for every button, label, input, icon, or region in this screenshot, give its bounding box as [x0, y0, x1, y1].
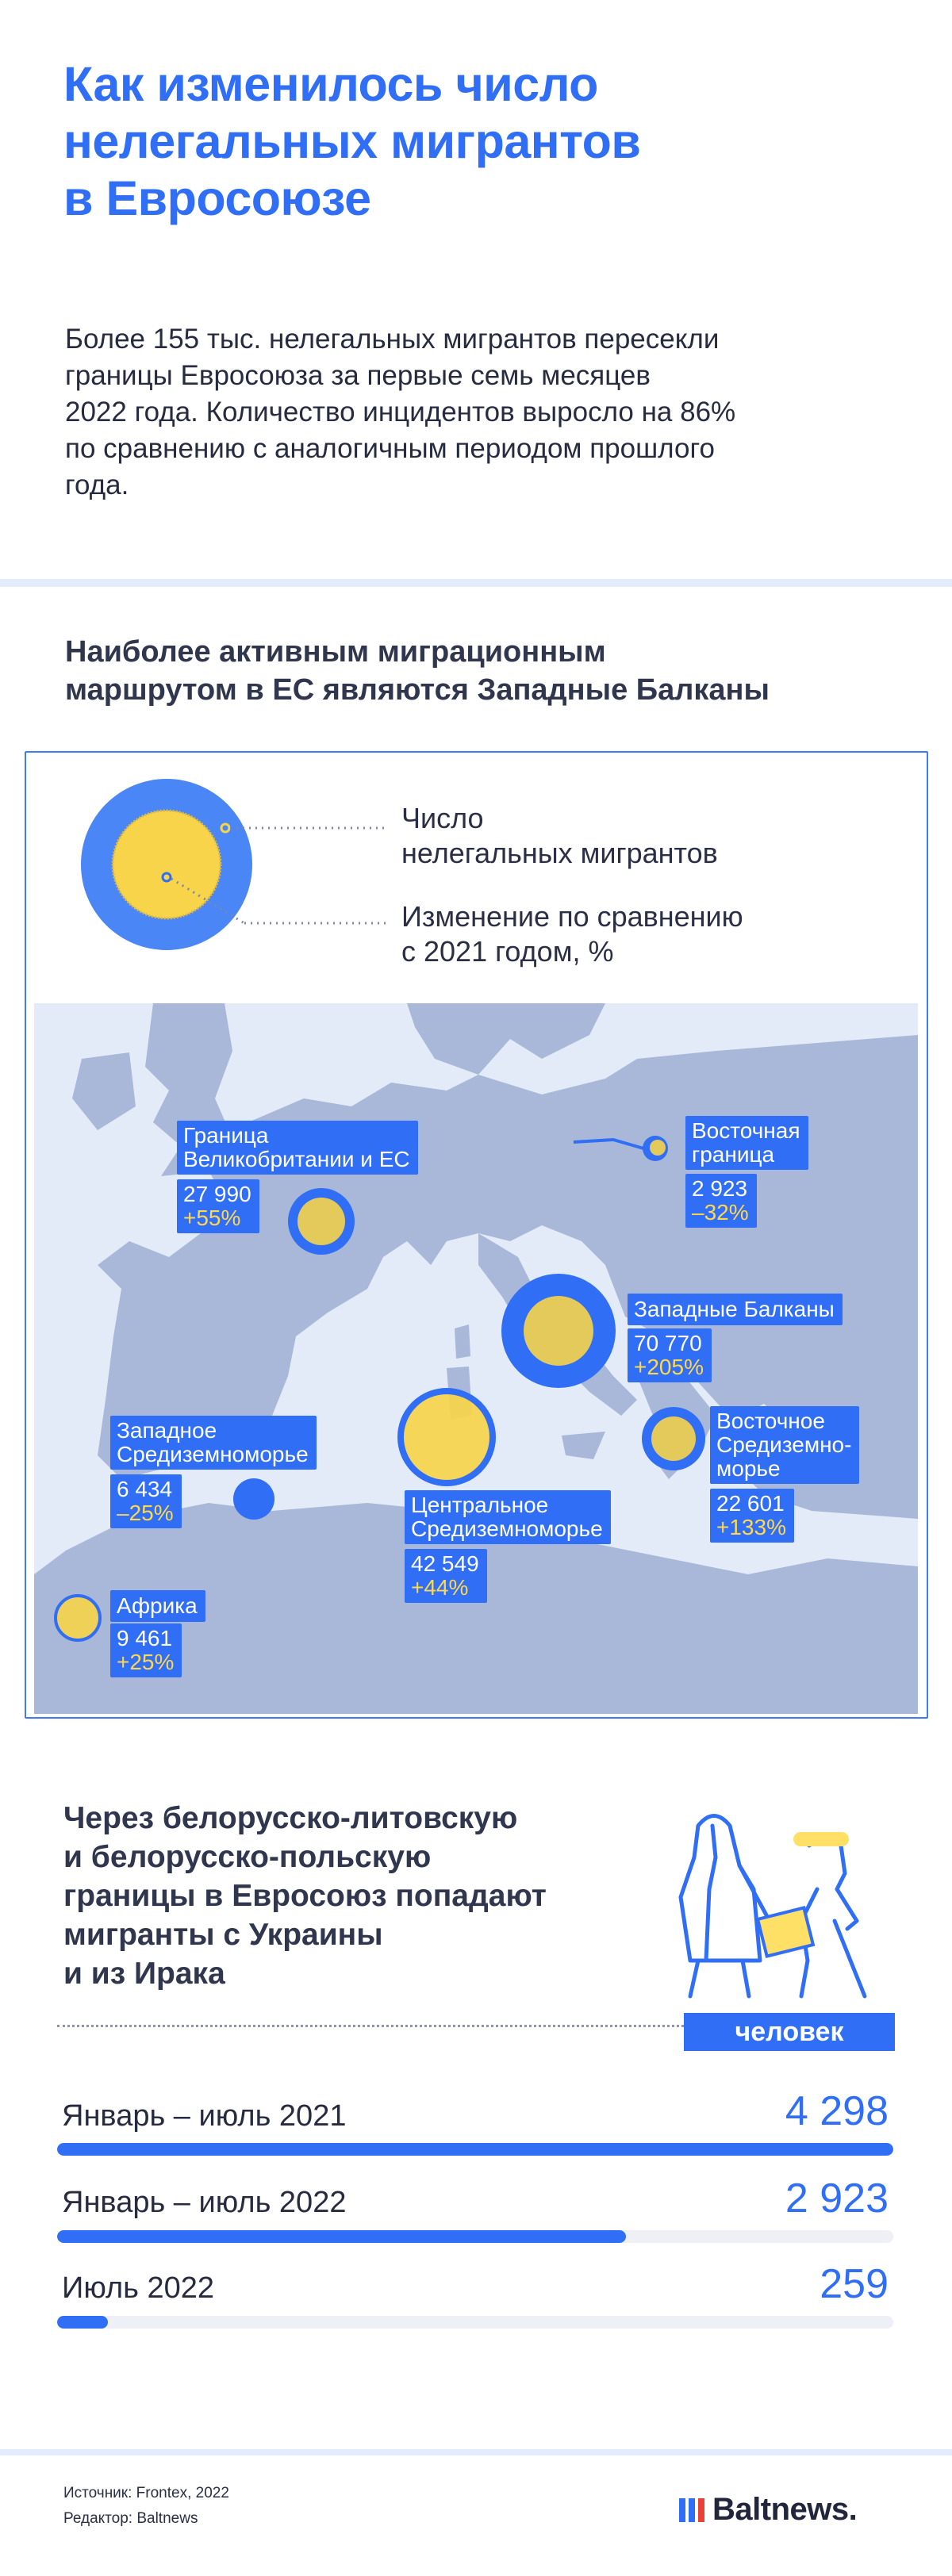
route-change: +44%	[411, 1575, 469, 1600]
route-value: 6 434	[117, 1477, 173, 1501]
heading-line: мигранты с Украины	[63, 1918, 383, 1952]
bar-track	[57, 2230, 893, 2243]
heading-line: границы в Евросоюз попадают	[63, 1879, 547, 1913]
intro-line: Более 155 тыс. нелегальных мигрантов пересекли	[65, 324, 720, 355]
legend-line: с 2021 годом, %	[401, 935, 614, 968]
editor-note: Редактор: Baltnews	[63, 2510, 198, 2527]
bubble-africa	[56, 1596, 100, 1640]
route-value-eastern-border	[685, 1174, 757, 1228]
route-name: Граница	[183, 1123, 269, 1148]
heading-line: маршрутом в ЕС являются Западные Балканы	[65, 673, 770, 707]
route-change: +205%	[634, 1355, 704, 1379]
land-sicily	[562, 1432, 605, 1459]
route-name: Западное	[117, 1418, 217, 1443]
route-value: 27 990	[183, 1182, 251, 1206]
bubble-uk-eu	[288, 1188, 355, 1255]
route-value-central-mediterranean	[405, 1549, 487, 1603]
bar-value: 4 298	[785, 2088, 889, 2134]
legend-change-label	[401, 899, 743, 969]
bar-label: Январь – июль 2021	[62, 2099, 347, 2133]
legend-inner-circle	[113, 811, 221, 918]
route-value: 42 549	[411, 1551, 479, 1576]
source-note: Источник: Frontex, 2022	[63, 2485, 229, 2501]
route-label-africa	[110, 1590, 205, 1622]
legend-graphic	[71, 776, 420, 958]
route-value-western-balkans	[628, 1328, 712, 1382]
route-name: Средиземноморье	[117, 1442, 309, 1466]
heading-line: и белорусско-польскую	[63, 1840, 432, 1874]
route-name: морье	[716, 1456, 781, 1481]
heading-line: Через белорусско-литовскую	[63, 1801, 518, 1835]
title-line: Как изменилось число	[63, 57, 598, 111]
bubble-eastern-border	[643, 1136, 668, 1161]
legend-line: Число	[401, 802, 484, 834]
route-name: граница	[692, 1142, 775, 1167]
route-value: 2 923	[692, 1176, 748, 1201]
intro-line: 2022 года. Количество инцидентов выросло на 86%	[65, 397, 736, 427]
route-name: Великобритании и ЕС	[183, 1147, 410, 1171]
route-label-western-balkans	[628, 1294, 843, 1325]
bar-fill	[57, 2316, 108, 2329]
route-change: –32%	[692, 1200, 749, 1225]
border-section-heading	[63, 1799, 666, 1993]
route-label-eastern-mediterranean	[710, 1406, 859, 1484]
intro-paragraph	[65, 321, 890, 504]
route-name: Средиземно-	[716, 1432, 852, 1457]
intro-line: года.	[65, 470, 129, 500]
map-section-heading	[65, 633, 938, 709]
bubble-eastern-mediterranean	[642, 1407, 705, 1470]
unit-divider	[57, 2025, 684, 2027]
route-value-eastern-mediterranean	[710, 1489, 794, 1543]
bubble-western-balkans	[501, 1274, 616, 1388]
route-name: Восточное	[716, 1409, 825, 1433]
route-value: 70 770	[634, 1331, 702, 1355]
route-name: Средиземноморье	[411, 1516, 603, 1541]
route-name: Африка	[117, 1593, 198, 1618]
bar-track	[57, 2316, 893, 2329]
title-line: нелегальных мигрантов	[63, 114, 641, 168]
route-value-uk-eu	[177, 1179, 259, 1233]
route-name: Центральное	[411, 1493, 549, 1517]
route-change: +133%	[716, 1515, 786, 1539]
land-corsica	[455, 1324, 470, 1359]
bar-value: 259	[820, 2261, 889, 2307]
intro-line: по сравнению с аналогичным периодом прошлого	[65, 433, 715, 464]
route-label-eastern-border	[685, 1116, 808, 1170]
route-label-uk-eu	[177, 1121, 418, 1175]
legend-count-label	[401, 801, 718, 871]
route-name: Восточная	[692, 1118, 800, 1143]
route-name: Западные Балканы	[634, 1297, 835, 1321]
route-change: +55%	[183, 1206, 241, 1230]
footer-divider	[0, 2449, 952, 2455]
bar-fill	[57, 2143, 893, 2156]
heading-line: Наиболее активным миграционным	[65, 635, 606, 669]
brand-logo-bars	[679, 2498, 706, 2522]
route-label-western-mediterranean	[110, 1416, 317, 1470]
brand-logo: Baltnews.	[712, 2492, 858, 2527]
land-ireland	[72, 1052, 136, 1130]
land-scandinavia	[407, 1003, 605, 1075]
page-title	[63, 56, 889, 227]
migrants-illustration	[666, 1802, 896, 2010]
route-value: 22 601	[716, 1491, 785, 1516]
heading-line: и из Ирака	[63, 1957, 225, 1991]
legend-line: нелегальных мигрантов	[401, 837, 718, 869]
route-label-central-mediterranean	[405, 1490, 611, 1544]
route-value-western-mediterranean	[110, 1474, 182, 1528]
title-line: в Евросоюзе	[63, 171, 371, 225]
route-change: +25%	[117, 1650, 175, 1674]
bar-value: 2 923	[785, 2175, 889, 2221]
route-value: 9 461	[117, 1626, 173, 1650]
intro-line: границы Евросоюза за первые семь месяцев	[65, 360, 651, 391]
bubble-central-mediterranean	[401, 1391, 493, 1483]
route-change: –25%	[117, 1501, 174, 1525]
bubble-western-mediterranean	[233, 1478, 274, 1520]
bar-label: Январь – июль 2022	[62, 2186, 347, 2219]
bar-fill	[57, 2230, 626, 2243]
route-value-africa	[110, 1623, 182, 1677]
unit-badge: человек	[684, 2013, 895, 2051]
bar-track	[57, 2143, 893, 2156]
legend-line: Изменение по сравнению	[401, 900, 743, 933]
bar-label: Июль 2022	[62, 2271, 215, 2305]
section-divider	[0, 579, 952, 587]
europe-map	[34, 1003, 918, 1714]
